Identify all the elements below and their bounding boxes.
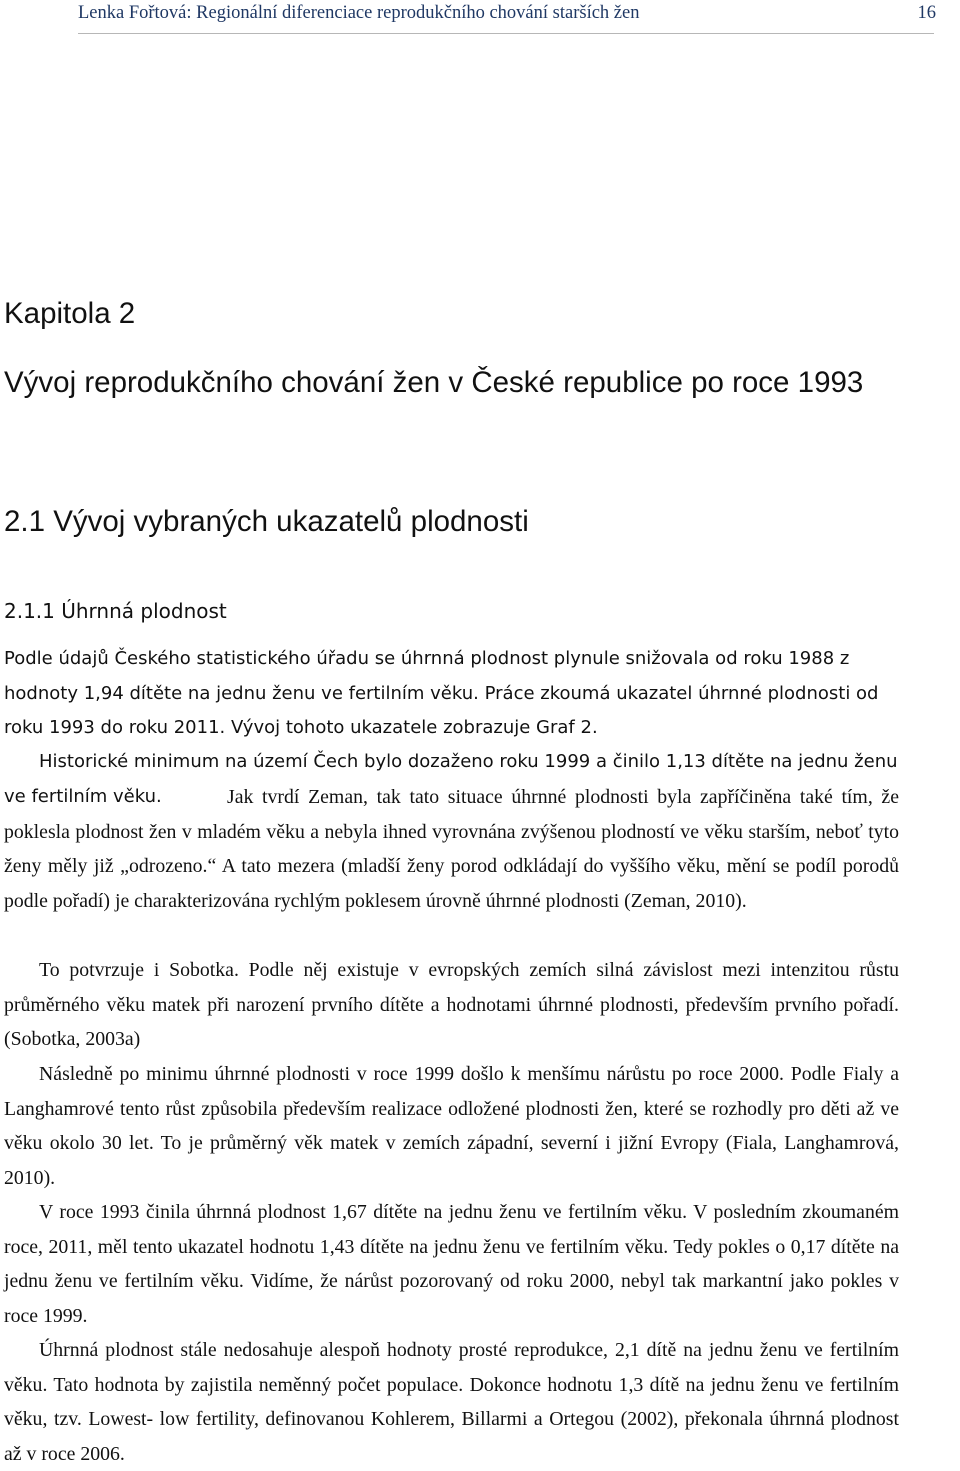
paragraph-zeman: Jak tvrdí Zeman, tak tato situace úhrnné plodnosti byla zapříčiněna také tím, že poklesla plodnost žen v mladém věku a nebyla ihned vyrovnána zvýšenou plodností ve věku starším, neboť tyto ženy měly již „odrozeno.“ A tato mezera (mladší ženy porod odkládají do vyššího věku, mění se podíl porodů podle pořadí) je charakterizována rychlým poklesem úrovně úhrnné plodnosti (Zeman, 2010).	[4, 786, 899, 912]
chapter-title: Vývoj reprodukčního chování žen v České republice po roce 1993	[4, 366, 864, 399]
header-divider	[78, 33, 934, 34]
paragraph-replacement-level: Úhrnná plodnost stále nedosahuje alespoň hodnoty prosté reprodukce, 2,1 dítě na jednu ženu ve fertilním věku. Tato hodnota by zajistila neměnný počet populace. Dokonce hodnotu 1,3 dítě na jednu ženu ve fertilním věku, tzv. Lowest- low fertility, definovanou Kohlerem, Billarmi a Ortegou (2002), překonala úhrnná plodnost až v roce 2006.	[4, 1339, 899, 1465]
chapter-label: Kapitola 2	[4, 297, 136, 330]
paragraph-1993-2011: V roce 1993 činila úhrnná plodnost 1,67 dítěte na jednu ženu ve fertilním věku. V posledním zkoumaném roce, 2011, měl tento ukazatel hodnotu 1,43 dítěte na jednu ženu ve fertilním věku. Tedy pokles o 0,17 dítěte na jednu ženu ve fertilním věku. Vidíme, že nárůst pozorovaný od roku 2000, nebyl tak markantní jako pokles v roce 1999.	[4, 1201, 899, 1327]
paragraph-increase-2000: Následně po minimu úhrnné plodnosti v roce 1999 došlo k menšímu nárůstu po roce 2000. Podle Fialy a Langhamrové tento růst způsobila především realizace odložené plodnosti žen, které se rozhodly pro děti až ve věku okolo 30 let. To je průměrný věk matek v zemích západní, severní i jižní Evropy (Fiala, Langhamrová, 2010).	[4, 1063, 899, 1189]
subsection-heading: 2.1.1 Úhrnná plodnost	[4, 599, 227, 623]
paragraph-historical-minimum: Historické minimum na území Čech bylo dozaženo roku 1999 a činilo 1,13 dítěte na jednu ženu ve fertilním věku.	[4, 751, 898, 807]
paragraph-sobotka: To potvrzuje i Sobotka. Podle něj existuje v evropských zemích silná závislost mezi intenzitou růstu průměrného věku matek při narození prvního dítěte a hodnotami úhrnné plodnosti, především prvního pořadí. (Sobotka, 2003a)	[4, 959, 899, 1050]
paragraph-intro: Podle údajů Českého statistického úřadu se úhrnná plodnost plynule snižovala od roku 1988 z hodnoty 1,94 dítěte na jednu ženu ve fertilním věku. Práce zkoumá ukazatel úhrnné plodnosti od roku 1993 do roku 2011. Vývoj tohoto ukazatele zobrazuje Graf 2.	[4, 648, 879, 738]
section-heading: 2.1 Vývoj vybraných ukazatelů plodnosti	[4, 505, 529, 538]
running-header	[78, 0, 960, 28]
page-number: 16	[917, 3, 936, 23]
running-header-title: Lenka Fořtová: Regionální diferenciace reprodukčního chování starších žen	[78, 3, 640, 23]
